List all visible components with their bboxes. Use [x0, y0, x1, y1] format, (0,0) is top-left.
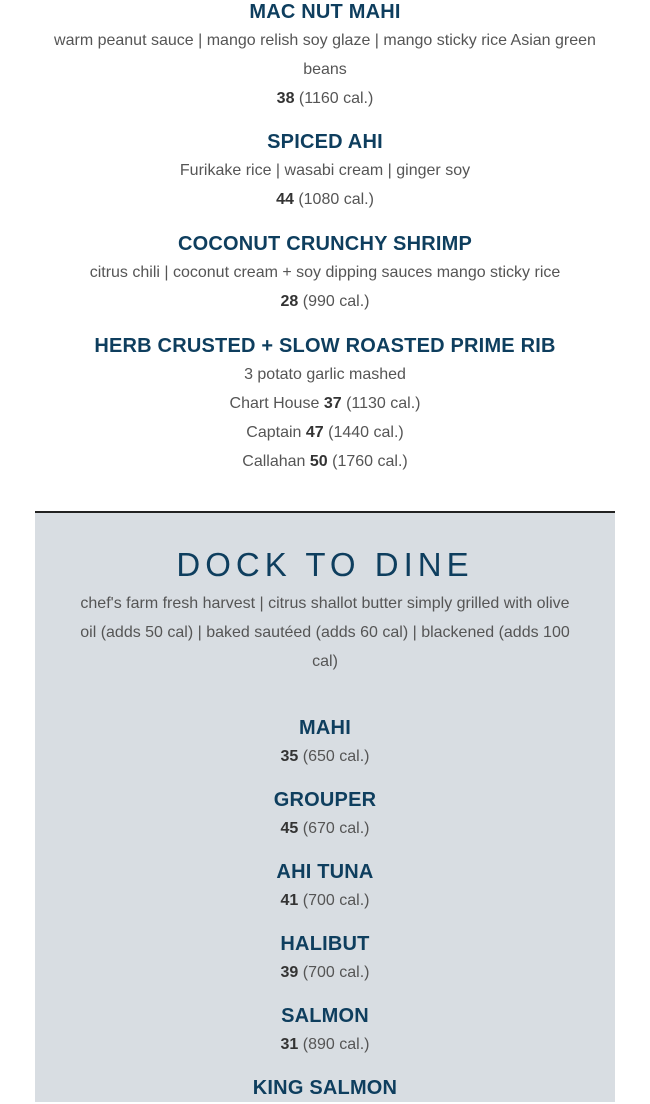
- fish-item-grouper: [35, 786, 615, 843]
- menu-item-price-chart-house: [0, 389, 650, 418]
- price-value: 44: [276, 191, 294, 208]
- calorie-count: (1760 cal.): [332, 453, 408, 470]
- calorie-count: (890 cal.): [302, 1036, 370, 1053]
- price-value: 31: [280, 1036, 299, 1053]
- price-value: 38: [276, 90, 295, 107]
- menu-item-price: [0, 287, 650, 316]
- calorie-count: (700 cal.): [302, 892, 370, 909]
- price-value: 28: [280, 293, 299, 310]
- fish-title: AHI TUNA: [276, 861, 374, 883]
- fish-item-mahi: [35, 714, 615, 771]
- calorie-count: (990 cal.): [302, 293, 370, 310]
- menu-item-description: citrus chili | coconut cream + soy dipping sauces mango sticky rice: [89, 264, 561, 281]
- fish-title: SALMON: [281, 1005, 369, 1027]
- menu-item-spiced-ahi: [0, 128, 650, 214]
- menu-item-price: [0, 185, 650, 214]
- dock-to-dine-section: [35, 513, 615, 1102]
- menu-item-description: warm peanut sauce | mango relish soy glaze | mango sticky rice Asian green beans: [54, 32, 596, 78]
- section-title: DOCK TO DINE: [176, 546, 474, 583]
- fish-item-salmon: [35, 1002, 615, 1059]
- calorie-count: (700 cal.): [302, 964, 370, 981]
- price-value: 35: [280, 748, 299, 765]
- portion-name: Chart House: [229, 395, 320, 412]
- fish-price: [35, 958, 615, 987]
- portion-name: Captain: [246, 424, 302, 441]
- fish-price: [35, 1030, 615, 1059]
- calorie-count: (650 cal.): [302, 748, 370, 765]
- price-value: 45: [280, 820, 299, 837]
- fish-item-halibut: [35, 930, 615, 987]
- price-value: 39: [280, 964, 299, 981]
- menu-item-title: HERB CRUSTED + SLOW ROASTED PRIME RIB: [94, 335, 556, 357]
- price-value: 37: [323, 395, 342, 412]
- fish-title: HALIBUT: [280, 933, 370, 955]
- menu-item-title: MAC NUT MAHI: [249, 1, 401, 23]
- fish-price: [35, 742, 615, 771]
- fish-title: MAHI: [299, 717, 351, 739]
- calorie-count: (1130 cal.): [346, 395, 421, 412]
- menu-item-price-captain: [0, 418, 650, 447]
- menu-item-title: SPICED AHI: [267, 131, 383, 153]
- fish-title: KING SALMON: [252, 1077, 398, 1099]
- calorie-count: (1080 cal.): [298, 191, 374, 208]
- fish-title: GROUPER: [273, 789, 377, 811]
- section-description: chef's farm fresh harvest | citrus shallot butter simply grilled with olive oil (adds 50 cal) | baked sautéed (adds 60 cal) | blackened (adds 100 cal): [80, 595, 570, 670]
- menu-item-price-callahan: [0, 447, 650, 476]
- menu-item-coconut-crunchy-shrimp: [0, 230, 650, 316]
- portion-name: Callahan: [242, 453, 306, 470]
- fish-price: [35, 814, 615, 843]
- calorie-count: (670 cal.): [302, 820, 370, 837]
- calorie-count: (1160 cal.): [298, 90, 374, 107]
- menu-item-price: [0, 84, 650, 113]
- fish-price: [35, 886, 615, 915]
- menu-item-description: Furikake rice | wasabi cream | ginger soy: [179, 162, 471, 179]
- fish-item-ahi-tuna: [35, 858, 615, 915]
- menu-item-prime-rib: [0, 332, 650, 476]
- calorie-count: (1440 cal.): [328, 424, 404, 441]
- price-value: 41: [280, 892, 299, 909]
- menu-item-mac-nut-mahi: [0, 0, 650, 113]
- menu-item-title: COCONUT CRUNCHY SHRIMP: [177, 233, 473, 255]
- fish-list: [35, 714, 615, 1102]
- fish-item-king-salmon: [35, 1074, 615, 1102]
- menu-item-description: 3 potato garlic mashed: [244, 366, 406, 383]
- price-value: 50: [309, 453, 328, 470]
- price-value: 47: [305, 424, 324, 441]
- entree-section: [0, 0, 650, 476]
